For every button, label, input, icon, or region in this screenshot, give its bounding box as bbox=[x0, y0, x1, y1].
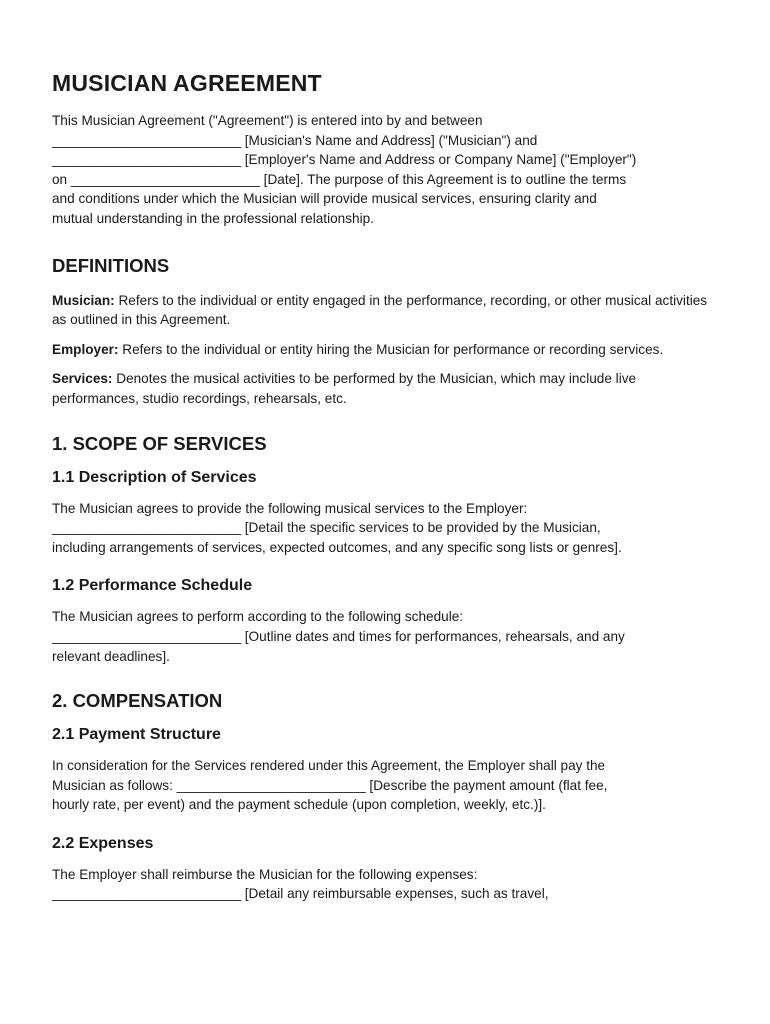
performance-schedule-heading: 1.2 Performance Schedule bbox=[52, 577, 253, 595]
definition-services bbox=[52, 369, 718, 408]
definition-term: Employer: bbox=[52, 341, 119, 357]
intro-line: This Musician Agreement ("Agreement") is entered into by and between bbox=[52, 113, 483, 128]
paragraph-line: The Musician agrees to provide the following musical services to the Employer: bbox=[52, 500, 528, 516]
paragraph-line: hourly rate, per event) and the payment schedule (upon completion, weekly, etc.)]. bbox=[52, 797, 546, 813]
paragraph-line: including arrangements of services, expected outcomes, and any specific song lists or genres]. bbox=[52, 539, 622, 555]
paragraph-line: In consideration for the Services rendered under this Agreement, the Employer shall pay the bbox=[52, 758, 606, 774]
paragraph-line: _________________________ [Outline dates and times for performances, rehearsals, and any bbox=[52, 628, 625, 644]
definition-text: Denotes the musical activities to be performed by the Musician, which may include live performances, studio recordings, rehearsals, etc. bbox=[52, 371, 637, 406]
paragraph-line: _________________________ [Detail the specific services to be provided by the Musician, bbox=[52, 520, 601, 536]
paragraph-line: _________________________ [Detail any reimbursable expenses, such as travel, bbox=[52, 886, 549, 902]
description-of-services-paragraph bbox=[52, 499, 718, 558]
intro-line: _________________________ [Employer's Name and Address or Company Name] ("Employer") bbox=[52, 152, 637, 168]
intro-line: mutual understanding in the professional relationship. bbox=[52, 210, 374, 226]
definition-employer bbox=[52, 340, 718, 360]
definition-text: Refers to the individual or entity engaged in the performance, recording, or other musical activities as outlined in this Agreement. bbox=[52, 292, 708, 328]
paragraph-line: Musician as follows: _________________________ [Describe the payment amount (flat fee, bbox=[52, 777, 608, 793]
description-of-services-heading: 1.1 Description of Services bbox=[52, 468, 257, 486]
intro-line: and conditions under which the Musician will provide musical services, ensuring clarity and bbox=[52, 191, 597, 207]
intro-line: on _________________________ [Date]. The purpose of this Agreement is to outline the terms bbox=[52, 171, 627, 187]
expenses-heading: 2.2 Expenses bbox=[52, 834, 154, 852]
intro-paragraph bbox=[52, 111, 718, 229]
definition-text: Refers to the individual or entity hiring the Musician for performance or recording services. bbox=[118, 341, 664, 357]
scope-heading: 1. SCOPE OF SERVICES bbox=[52, 432, 267, 454]
definitions-heading: DEFINITIONS bbox=[52, 254, 170, 276]
document-title: MUSICIAN AGREEMENT bbox=[52, 70, 322, 96]
payment-structure-paragraph bbox=[52, 756, 718, 815]
intro-line: _________________________ [Musician's Name and Address] ("Musician") and bbox=[52, 132, 538, 148]
expenses-paragraph bbox=[52, 865, 718, 904]
performance-schedule-paragraph bbox=[52, 607, 718, 666]
compensation-heading: 2. COMPENSATION bbox=[52, 690, 223, 712]
definition-term: Musician: bbox=[52, 292, 115, 308]
payment-structure-heading: 2.1 Payment Structure bbox=[52, 726, 221, 744]
paragraph-line: The Musician agrees to perform according to the following schedule: bbox=[52, 609, 464, 625]
paragraph-line: The Employer shall reimburse the Musician for the following expenses: bbox=[52, 866, 478, 882]
paragraph-line: relevant deadlines]. bbox=[52, 648, 170, 664]
definition-term: Services: bbox=[52, 371, 113, 387]
definition-musician bbox=[52, 291, 718, 330]
